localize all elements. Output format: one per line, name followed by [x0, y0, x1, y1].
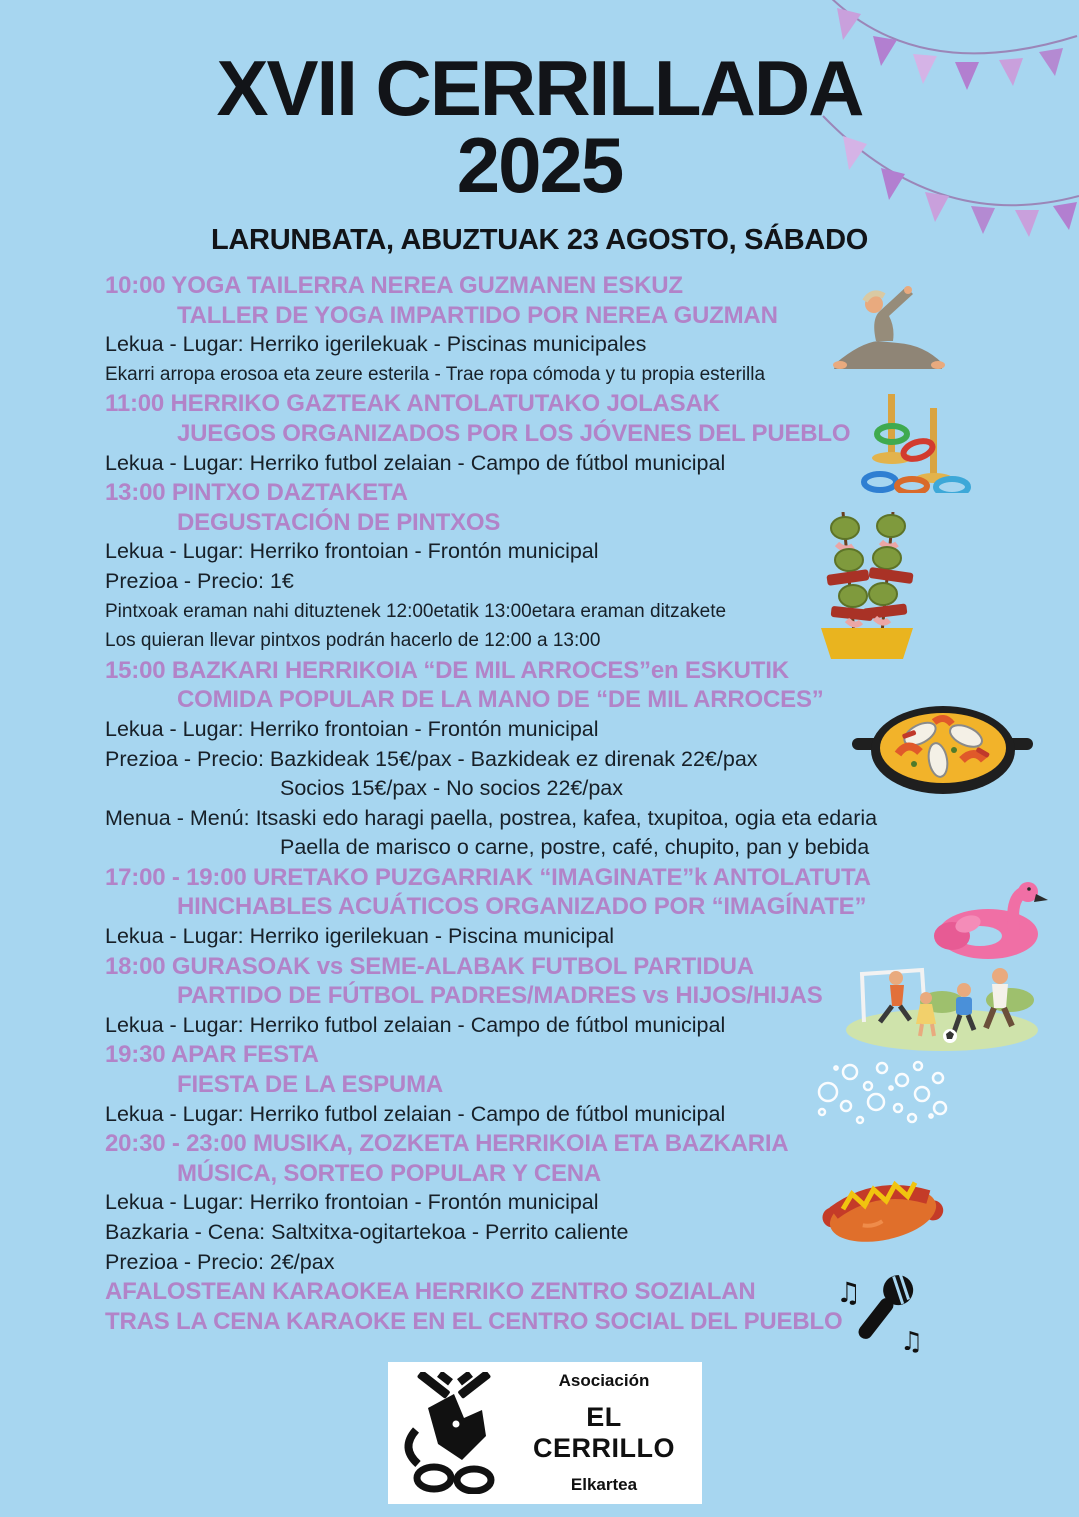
logo-line-asociacion: Asociación — [558, 1371, 650, 1390]
poster-title-line1: XVII CERRILLADA — [216, 44, 863, 132]
event-heading-es: MÚSICA, SORTEO POPULAR Y CENA — [177, 1159, 602, 1187]
event-heading-eu: 20:30 - 23:00 MUSIKA, ZOZKETA HERRIKOIA ETA BAZKARIA — [105, 1130, 789, 1158]
event-yoga — [105, 271, 1005, 389]
logo-text — [516, 1371, 692, 1495]
svg-text:♫: ♫ — [900, 1327, 924, 1353]
logo-line-el-cerrillo: EL CERRILLO — [533, 1402, 675, 1463]
event-detail: Lekua - Lugar: Herriko futbol zelaian - Campo de fútbol municipal — [105, 450, 726, 475]
event-schedule — [105, 271, 1005, 1336]
event-heading-eu: 17:00 - 19:00 URETAKO PUZGARRIAK “IMAGINATE”k ANTOLATUTA — [105, 863, 871, 891]
karaoke-line-eu: AFALOSTEAN KARAOKEA HERRIKO ZENTRO SOZIALAN — [105, 1278, 756, 1306]
svg-text:♫: ♫ — [836, 1276, 862, 1309]
poster-title-line2: 2025 — [456, 121, 623, 209]
event-detail: Paella de marisco o carne, postre, café, chupito, pan y bebida — [280, 835, 870, 860]
event-foam-party — [105, 1040, 1005, 1129]
event-heading-es: FIESTA DE LA ESPUMA — [177, 1071, 443, 1099]
event-detail: Lekua - Lugar: Herriko frontoian - Frontón municipal — [105, 716, 599, 741]
logo-line-elkartea: Elkartea — [570, 1475, 638, 1494]
event-heading-eu: 15:00 BAZKARI HERRIKOIA “DE MIL ARROCES”en ESKUTIK — [105, 656, 789, 684]
event-detail: Lekua - Lugar: Herriko frontoian - Frontón municipal — [105, 539, 599, 564]
event-detail: Lekua - Lugar: Herriko futbol zelaian - Campo de fútbol municipal — [105, 1012, 726, 1037]
event-detail: Prezioa - Precio: 2€/pax — [105, 1249, 335, 1274]
event-detail: Los quieran llevar pintxos podrán hacerlo de 12:00 a 13:00 — [105, 630, 601, 652]
event-heading-eu: 19:30 APAR FESTA — [105, 1041, 319, 1069]
poster-date: LARUNBATA, ABUZTUAK 23 AGOSTO, SÁBADO — [211, 224, 868, 256]
boar-logo-icon — [398, 1372, 516, 1494]
event-detail: Ekarri arropa erosoa eta zeure esterila - Trae ropa cómoda y tu propia esterilla — [105, 363, 766, 385]
event-detail: Lekua - Lugar: Herriko igerilekuan - Piscina municipal — [105, 924, 615, 949]
karaoke-line-es: TRAS LA CENA KARAOKE EN EL CENTRO SOCIAL DEL PUEBLO — [105, 1307, 843, 1335]
event-detail: Bazkaria - Cena: Saltxitxa-ogitartekoa - Perrito caliente — [105, 1220, 629, 1244]
event-inflatables — [105, 863, 1005, 952]
event-heading-es: HINCHABLES ACUÁTICOS ORGANIZADO POR “IMAGÍNATE” — [177, 893, 867, 921]
association-logo — [388, 1362, 702, 1504]
event-lunch — [105, 656, 1005, 863]
event-detail: Socios 15€/pax - No socios 22€/pax — [280, 776, 624, 801]
event-heading-es: DEGUSTACIÓN DE PINTXOS — [177, 508, 501, 536]
event-detail: Menua - Menú: Itsaski edo haragi paella, postrea, kafea, txupitoa, ogia eta edaria — [105, 805, 878, 830]
poster-title — [0, 44, 1079, 209]
event-heading-es: COMIDA POPULAR DE LA MANO DE “DE MIL ARROCES” — [177, 686, 824, 714]
event-detail: Lekua - Lugar: Herriko frontoian - Frontón municipal — [105, 1190, 599, 1215]
event-detail: Prezioa - Precio: 1€ — [105, 568, 294, 593]
event-detail: Prezioa - Precio: Bazkideak 15€/pax - Bazkideak ez direnak 22€/pax — [105, 746, 758, 771]
event-detail: Lekua - Lugar: Herriko igerilekuak - Piscinas municipales — [105, 332, 647, 357]
event-heading-eu: 10:00 YOGA TAILERRA NEREA GUZMANEN ESKUZ — [105, 272, 683, 299]
event-detail: Lekua - Lugar: Herriko futbol zelaian - Campo de fútbol municipal — [105, 1101, 726, 1126]
event-heading-eu: 11:00 HERRIKO GAZTEAK ANTOLATUTAKO JOLASAK — [105, 390, 720, 418]
event-football-match — [105, 952, 1005, 1041]
event-pintxos — [105, 478, 1005, 656]
after-dinner-karaoke — [105, 1277, 1005, 1336]
event-heading-eu: 18:00 GURASOAK vs SEME-ALABAK FUTBOL PARTIDUA — [105, 952, 754, 980]
event-heading-es: PARTIDO DE FÚTBOL PADRES/MADRES vs HIJOS/HIJAS — [177, 982, 823, 1010]
event-dinner-music — [105, 1129, 1005, 1277]
event-heading-eu: 13:00 PINTXO DAZTAKETA — [105, 479, 408, 507]
event-heading-es: TALLER DE YOGA IMPARTIDO POR NEREA GUZMAN — [177, 301, 778, 329]
event-detail: Pintxoak eraman nahi dituztenek 12:00etatik 13:00etara eraman ditzakete — [105, 600, 727, 622]
event-heading-es: JUEGOS ORGANIZADOS POR LOS JÓVENES DEL PUEBLO — [177, 419, 851, 447]
event-games — [105, 389, 1005, 478]
